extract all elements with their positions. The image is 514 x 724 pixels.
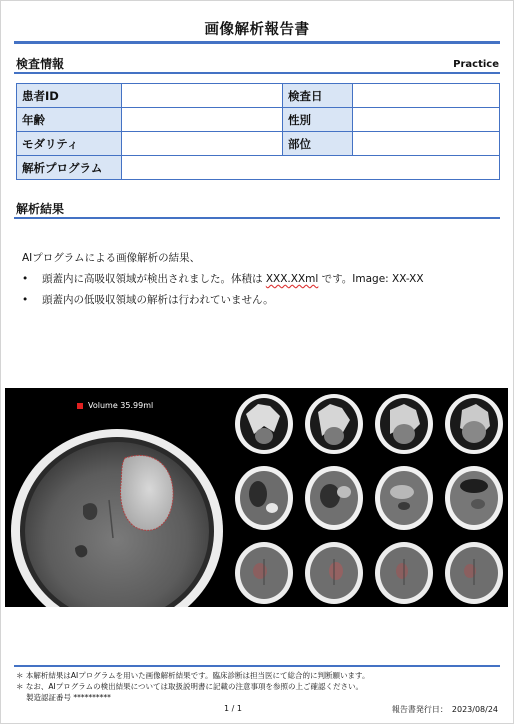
list-item (22, 290, 424, 311)
label-modality: モダリティ (17, 132, 122, 156)
section-exam-heading: 検査情報 (16, 57, 65, 71)
ct-slice-thumb (375, 394, 433, 454)
ct-slice-thumb (445, 394, 503, 454)
table-row (17, 132, 500, 156)
exam-info-table (16, 83, 500, 180)
label-body-part: 部位 (283, 132, 353, 156)
ct-slice-thumb (445, 542, 503, 604)
ct-slice-thumb (305, 394, 363, 454)
value-modality (122, 132, 283, 156)
title-rule (14, 41, 500, 44)
practice-label: Practice (453, 59, 499, 70)
results-intro: AIプログラムによる画像解析の結果、 (22, 252, 201, 264)
section-results-rule (14, 217, 500, 219)
report-title: 画像解析報告書 (204, 22, 310, 38)
bullet-mark: • (22, 273, 29, 285)
value-body-part (353, 132, 500, 156)
ct-slice-thumb (305, 542, 363, 604)
results-text (22, 248, 424, 311)
volume-value: XXX.XXml (265, 273, 319, 285)
section-exam-rule (14, 72, 500, 74)
label-analysis-program: 解析プログラム (17, 156, 122, 180)
ct-slice-thumb (235, 394, 293, 454)
results-line2: 頭蓋内の低吸収領域の解析は行われていません。 (42, 294, 274, 306)
list-item (22, 269, 424, 290)
main-ct-scan (5, 388, 227, 607)
ct-slice-thumb (235, 466, 293, 530)
label-patient-id: 患者ID (17, 84, 122, 108)
label-exam-date: 検査日 (283, 84, 353, 108)
value-sex (353, 108, 500, 132)
bullet-mark: • (22, 294, 29, 306)
value-patient-id (122, 84, 283, 108)
ct-slice-thumb (375, 466, 433, 530)
value-age (122, 108, 283, 132)
ct-slice-grid (229, 388, 508, 607)
volume-legend (77, 401, 153, 410)
table-row (17, 108, 500, 132)
value-analysis-program (122, 156, 500, 180)
footer-note-1: ＊ 本解析結果はAIプログラムを用いた画像解析結果です。臨床診断は担当医にて総合的に判断願います。 (16, 671, 370, 680)
footer-notes (16, 670, 369, 703)
page-number: 1 / 1 (224, 704, 242, 713)
results-line1-pre: 頭蓋内に高吸収領域が検出されました。体積は (42, 273, 266, 285)
ct-slice-thumb (235, 542, 293, 604)
value-exam-date (353, 84, 500, 108)
ct-figure (5, 388, 508, 607)
section-results-heading: 解析結果 (16, 202, 65, 216)
footer-rule (14, 665, 500, 667)
ct-slice-thumb (375, 542, 433, 604)
results-line1-post: です。Image: XX-XX (318, 273, 424, 285)
label-sex: 性別 (283, 108, 353, 132)
label-age: 年齢 (17, 108, 122, 132)
legend-swatch (77, 403, 83, 409)
legend-text: Volume 35.99ml (88, 401, 154, 410)
footer-note-3: 製造認証番号 ********** (26, 693, 111, 702)
ct-slice-thumb (445, 466, 503, 530)
footer-note-2: ＊ なお、AIプログラムの検出結果については取扱説明書に記載の注意事項を参照の上ご確認ください。 (16, 682, 363, 691)
issue-date: 報告書発行日： 2023/08/24 (391, 705, 498, 714)
table-row (17, 156, 500, 180)
ct-slice-thumb (305, 466, 363, 530)
table-row (17, 84, 500, 108)
